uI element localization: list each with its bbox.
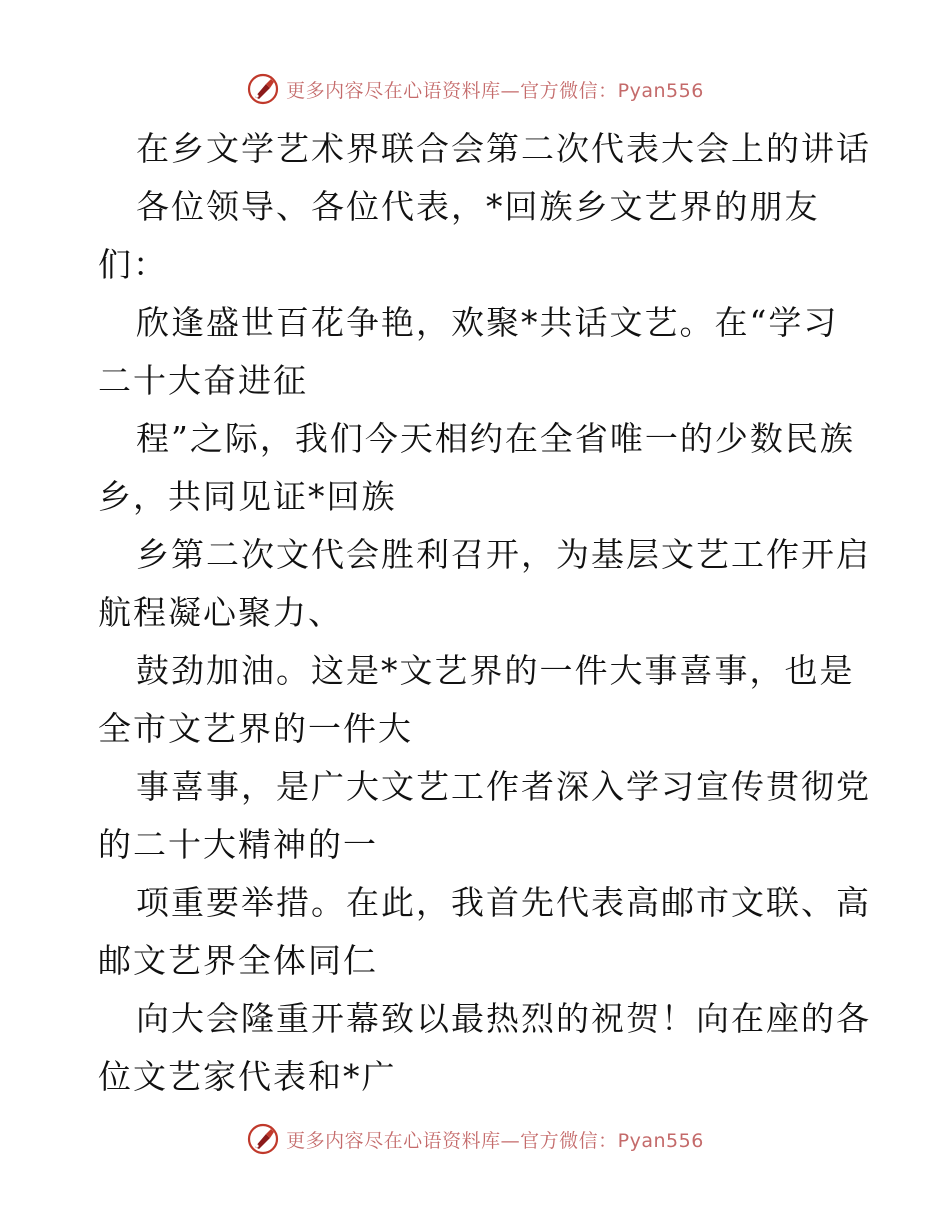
pen-nib-logo-icon <box>246 1122 280 1156</box>
document-line: 程”之际，我们今天相约在全省唯一的少数民族 <box>136 419 855 458</box>
header-banner-text <box>286 76 704 103</box>
footer-banner <box>0 1122 950 1156</box>
document-body <box>98 120 871 1106</box>
document-line: 各位领导、各位代表，*回族乡文艺界的朋友 <box>136 187 820 226</box>
document-line: 的二十大精神的一 <box>98 825 378 864</box>
document-line: 航程凝心聚力、 <box>98 593 343 632</box>
document-line: 乡第二次文代会胜利召开，为基层文艺工作开启 <box>136 535 871 574</box>
document-line: 们： <box>98 245 168 284</box>
document-line: 欣逢盛世百花争艳，欢聚*共话文艺。在“学习 <box>136 303 839 342</box>
document-line: 二十大奋进征 <box>98 361 308 400</box>
document-line: 向大会隆重开幕致以最热烈的祝贺！向在座的各 <box>136 999 871 1038</box>
header-banner-wechat-id: Pyan556 <box>617 79 704 102</box>
document-line: 事喜事，是广大文艺工作者深入学习宣传贯彻党 <box>136 767 871 806</box>
document-line: 项重要举措。在此，我首先代表高邮市文联、高 <box>136 883 871 922</box>
header-banner <box>0 72 950 106</box>
document-line: 乡，共同见证*回族 <box>98 477 397 516</box>
document-line: 全市文艺界的一件大 <box>98 709 413 748</box>
document-line: 邮文艺界全体同仁 <box>98 941 378 980</box>
document-line: 鼓劲加油。这是*文艺界的一件大事喜事，也是 <box>136 651 855 690</box>
footer-banner-wechat-id: Pyan556 <box>617 1129 704 1152</box>
document-line: 在乡文学艺术界联合会第二次代表大会上的讲话 <box>136 129 871 168</box>
document-line: 位文艺家代表和*广 <box>98 1057 397 1096</box>
pen-nib-logo-icon <box>246 72 280 106</box>
footer-banner-cn: 更多内容尽在心语资料库—官方微信： <box>286 1129 618 1152</box>
footer-banner-text <box>286 1126 704 1153</box>
header-banner-cn: 更多内容尽在心语资料库—官方微信： <box>286 79 618 102</box>
